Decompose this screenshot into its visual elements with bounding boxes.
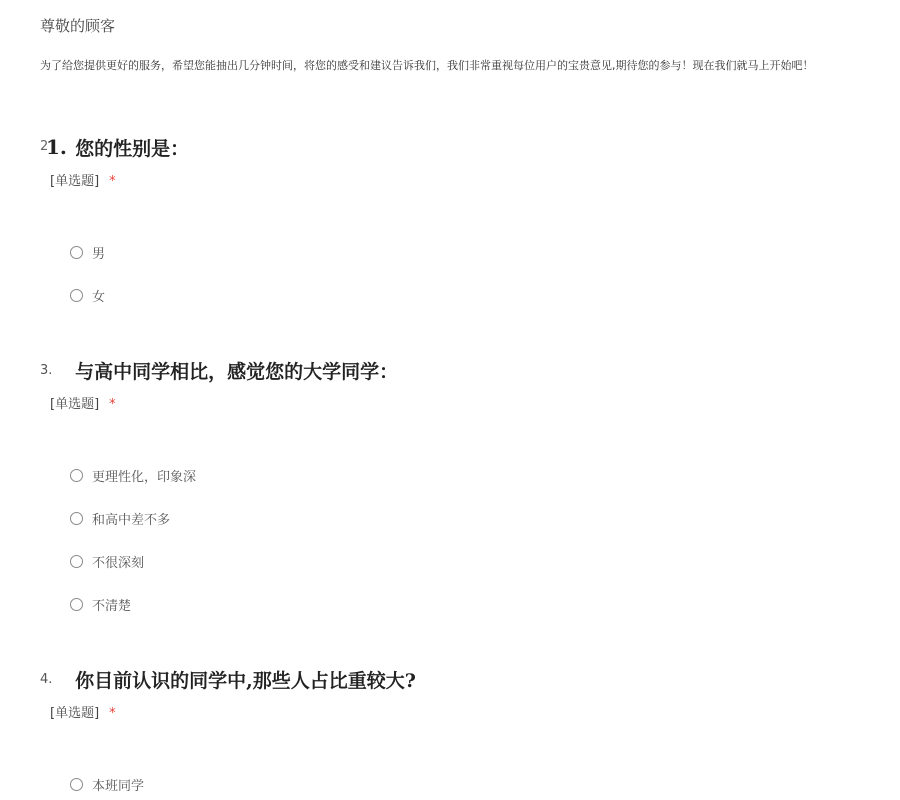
option-not-deep[interactable] bbox=[70, 551, 144, 571]
option-label: 和高中差不多 bbox=[92, 512, 171, 528]
question-type-label: [单选题] * bbox=[50, 706, 116, 721]
option-male[interactable] bbox=[70, 242, 105, 262]
radio-button[interactable] bbox=[70, 246, 83, 259]
option-female[interactable] bbox=[70, 285, 105, 305]
option-label: 不很深刻 bbox=[92, 555, 145, 571]
radio-button[interactable] bbox=[70, 289, 83, 302]
option-label: 男 bbox=[92, 246, 106, 262]
radio-button[interactable] bbox=[70, 469, 83, 482]
question-text: 您的性别是： bbox=[75, 138, 190, 160]
greeting-heading: 尊敬的顾客 bbox=[40, 17, 116, 35]
question-type-label: [单选题] * bbox=[50, 174, 116, 189]
question-gender bbox=[0, 134, 900, 314]
question-title-row bbox=[40, 666, 416, 690]
question-text: 你目前认识的同学中,那些人占比重较大? bbox=[75, 670, 416, 692]
radio-button[interactable] bbox=[70, 598, 83, 611]
option-unclear[interactable] bbox=[70, 594, 131, 614]
option-label: 本班同学 bbox=[92, 778, 145, 794]
required-mark: * bbox=[109, 706, 116, 721]
radio-button[interactable] bbox=[70, 512, 83, 525]
question-number: 2 1. bbox=[40, 134, 67, 159]
option-label: 女 bbox=[92, 289, 106, 305]
question-number: 3. bbox=[40, 363, 53, 378]
option-own-class[interactable] bbox=[70, 774, 144, 794]
option-label: 不清楚 bbox=[92, 598, 132, 614]
required-mark: * bbox=[109, 174, 116, 189]
question-classmates-proportion bbox=[0, 666, 900, 800]
option-more-rational[interactable] bbox=[70, 465, 196, 485]
question-classmates-comparison bbox=[0, 357, 900, 617]
question-number: 4. bbox=[40, 672, 53, 687]
option-similar[interactable] bbox=[70, 508, 170, 528]
required-mark: * bbox=[109, 397, 116, 412]
question-type-label: [单选题] * bbox=[50, 397, 116, 412]
question-title-row bbox=[40, 134, 189, 158]
survey-intro: 为了给您提供更好的服务，希望您能抽出几分钟时间，将您的感受和建议告诉我们，我们非常重视每位用户的宝贵意见,期待您的参与！现在我们就马上开始吧！ bbox=[40, 59, 814, 72]
radio-button[interactable] bbox=[70, 778, 83, 791]
question-text: 与高中同学相比，感觉您的大学同学： bbox=[75, 361, 399, 383]
option-label: 更理性化，印象深 bbox=[92, 469, 197, 485]
radio-button[interactable] bbox=[70, 555, 83, 568]
question-title-row bbox=[40, 357, 398, 381]
